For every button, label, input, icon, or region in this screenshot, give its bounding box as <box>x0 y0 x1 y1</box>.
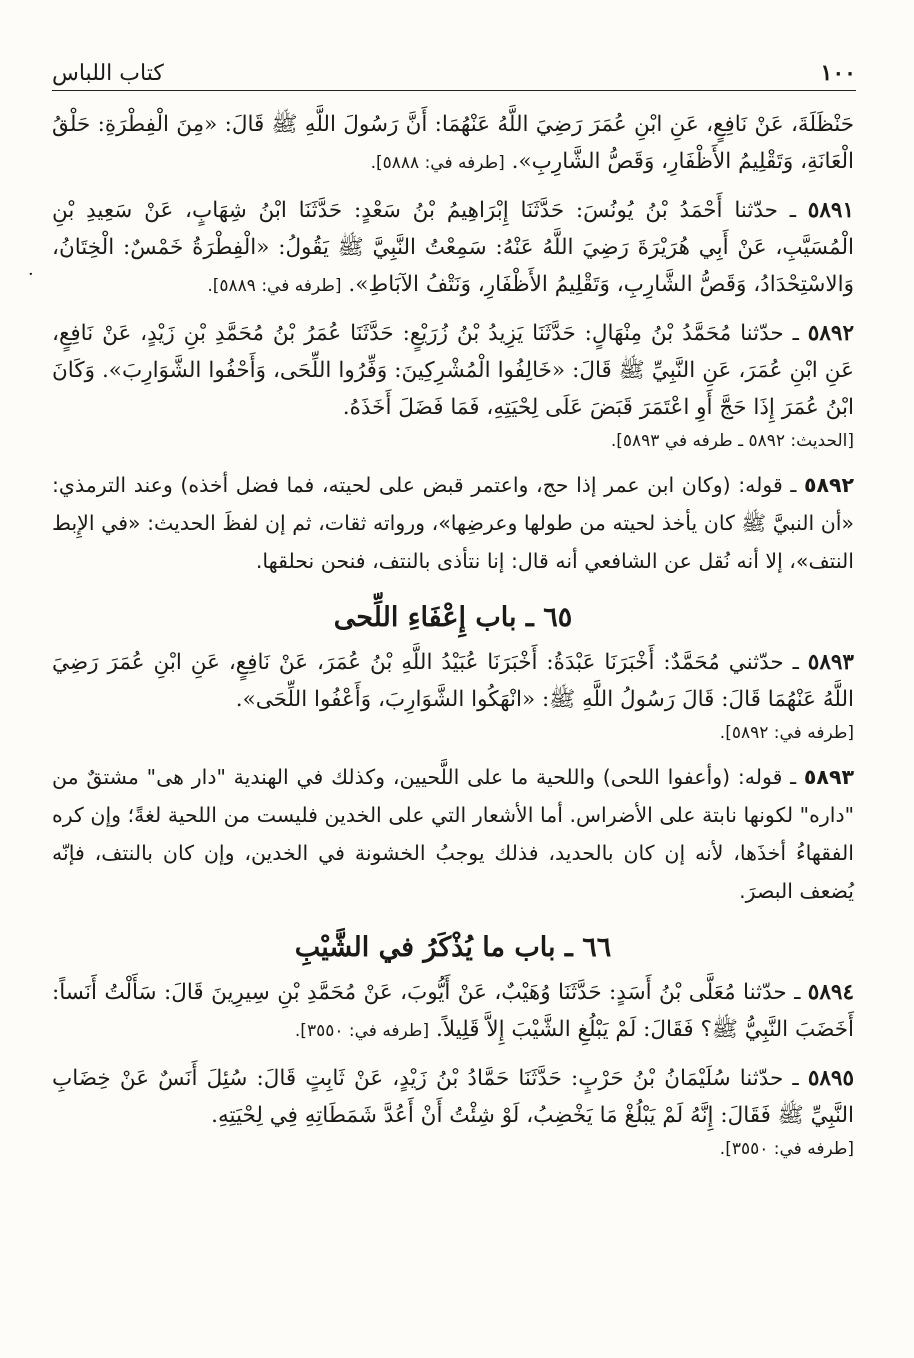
commentary-5893 <box>52 758 854 910</box>
commentary-text: ـ قوله: (وأعفوا اللحى) واللحية ما على اللَّحيين، وكذلك في الهندية "دار هى" مشتقٌ من "داره" لكونها نابتة على الأضراس. أما الأشعار التي على الخدين فليست من اللحية لغةً؛ وإن كره الفقهاءُ أخذَها، لأنه إن كان بالحديد، فذلك يوجبُ الخشونة في الخدين، وإن كان بالنتف، فإنّه يُضعف البصرَ. <box>52 765 854 903</box>
commentary-number: ٥٨٩٢ <box>803 473 854 497</box>
hadith-number: ٥٨٩١ <box>807 198 854 223</box>
cross-reference: [طرفه في: ٣٥٥٠]. <box>719 1139 854 1159</box>
margin-dot: · <box>28 264 34 285</box>
hadith-5893 <box>52 644 854 748</box>
page-header <box>52 56 856 91</box>
hadith-5895 <box>52 1060 854 1164</box>
cross-reference: [طرفه في: ٣٥٥٠]. <box>294 1021 430 1041</box>
book-title: كتاب اللباس <box>52 61 164 86</box>
cross-reference: [الحديث: ٥٨٩٢ ـ طرفه في ٥٨٩٣]. <box>610 431 854 451</box>
commentary-text: ـ قوله: (وكان ابن عمر إذا حج، واعتمر قبض على لحيته، فما فضل أخذه) وعند الترمذي: «أن النبيَّ ﷺ كان يأخذ لحيته من طولها وعرضِها»، ورواته ثقات، ثم إن لفظَ الحديث: «في الإِبط النتف»، إلا أنه نُقل عن الشافعي أنه قال: إنا نتأذى بالنتف، فنحن نحلقها. <box>52 473 854 573</box>
commentary-number: ٥٨٩٣ <box>803 765 854 789</box>
hadith-5892 <box>52 315 854 456</box>
chapter-heading-65: ٦٥ ـ باب إِعْفَاءِ اللِّحى <box>333 602 573 633</box>
hadith-continuation <box>52 106 854 182</box>
chapter-heading-66: ٦٦ ـ باب ما يُذْكَرُ في الشَّيْبِ <box>294 932 612 963</box>
cross-reference: [طرفه في: ٥٨٨٨]. <box>370 153 505 173</box>
hadith-text: ـ حدّثنا سُلَيْمَانُ بْنُ حَرْبٍ: حَدَّثَنَا حَمَّادُ بْنُ زَيْدٍ، عَنْ ثَابِتٍ قَالَ: سُئِلَ أَنَسٌ عَنْ خِضَابِ النَّبِيِّ ﷺ فَقَالَ: إِنَّهُ لَمْ يَبْلُغْ مَا يَخْضِبُ، لَوْ شِئْتُ أَنْ أَعُدَّ شَمَطَاتِهِ فِي لِحْيَتِهِ. <box>52 1066 854 1128</box>
hadith-5891 <box>52 192 854 305</box>
commentary-5892 <box>52 466 854 580</box>
hadith-number: ٥٨٩٢ <box>807 321 854 346</box>
hadith-number: ٥٨٩٤ <box>807 980 854 1005</box>
hadith-number: ٥٨٩٣ <box>807 650 854 675</box>
hadith-number: ٥٨٩٥ <box>807 1066 855 1091</box>
hadith-text: ـ حدّثنا مُحَمَّدُ بْنُ مِنْهَالٍ: حَدَّثَنَا يَزِيدُ بْنُ زُرَيْعٍ: حَدَّثَنَا عُمَرُ بْنُ مُحَمَّدِ بْنِ زَيْدٍ، عَنْ نَافِعٍ، عَنِ ابْنِ عُمَرَ، عَنِ النَّبِيِّ ﷺ قَالَ: «خَالِفُوا الْمُشْرِكِينَ: وَفِّرُوا اللِّحَى، وَأَحْفُوا الشَّوَارِبَ». وَكَانَ ابْنُ عُمَرَ إِذَا حَجَّ أَوِ اعْتَمَرَ قَبَضَ عَلَى لِحْيَتِهِ، فَمَا فَضَلَ أَخَذَهُ. <box>52 321 854 420</box>
hadith-text: حَنْظَلَةَ، عَنْ نَافِعٍ، عَنِ ابْنِ عُمَرَ رَضِيَ اللَّهُ عَنْهُمَا: أَنَّ رَسُولَ اللَّهِ ﷺ قَالَ: «مِنَ الْفِطْرَةِ: حَلْقُ الْعَانَةِ، وَتَقْلِيمُ الأَظْفَارِ، وَقَصُّ الشَّارِبِ». <box>52 112 854 174</box>
hadith-5894 <box>52 974 854 1050</box>
hadith-text: ـ حدّثني مُحَمَّدٌ: أَخْبَرَنَا عَبْدَةُ: أَخْبَرَنَا عُبَيْدُ اللَّهِ بْنُ عُمَرَ، عَنْ نَافِعٍ، عَنِ ابْنِ عُمَرَ رَضِيَ اللَّهُ عَنْهُمَا قَالَ: قَالَ رَسُولُ اللَّهِ ﷺ: «انْهَكُوا الشَّوَارِبَ، وَأَعْفُوا اللِّحَى». <box>52 650 854 712</box>
hadith-text: ـ حدّثنا مُعَلَّى بْنُ أَسَدٍ: حَدَّثَنَا وُهَيْبٌ، عَنْ أَيُّوبَ، عَنْ مُحَمَّدِ بْنِ سِيرِينَ قَالَ: سَأَلْتُ أَنَساً: أَخَضَبَ النَّبِيُّ ﷺ؟ فَقَالَ: لَمْ يَبْلُغِ الشَّيْبَ إِلاَّ قَلِيلاً. <box>52 980 854 1042</box>
page-number: ١٠٠ <box>820 60 856 86</box>
cross-reference: [طرفه في: ٥٨٨٩]. <box>207 276 342 296</box>
cross-reference: [طرفه في: ٥٨٩٢]. <box>719 723 854 743</box>
hadith-text: ـ حدّثنا أَحْمَدُ بْنُ يُونُسَ: حَدَّثَنَا إِبْرَاهِيمُ بْنُ سَعْدٍ: حَدَّثَنَا ابْنُ شِهَابٍ، عَنْ سَعِيدِ بْنِ الْمُسَيَّبِ، عَنْ أَبِي هُرَيْرَةَ رَضِيَ اللَّهُ عَنْهُ: سَمِعْتُ النَّبِيَّ ﷺ يَقُولُ: «الْفِطْرَةُ خَمْسٌ: الْخِتَانُ، وَالاسْتِحْدَادُ، وَقَصُّ الشَّارِبِ، وَتَقْلِيمُ الأَظْفَارِ، وَنَتْفُ الآبَاطِ». <box>52 198 854 297</box>
page-content <box>52 106 854 1164</box>
